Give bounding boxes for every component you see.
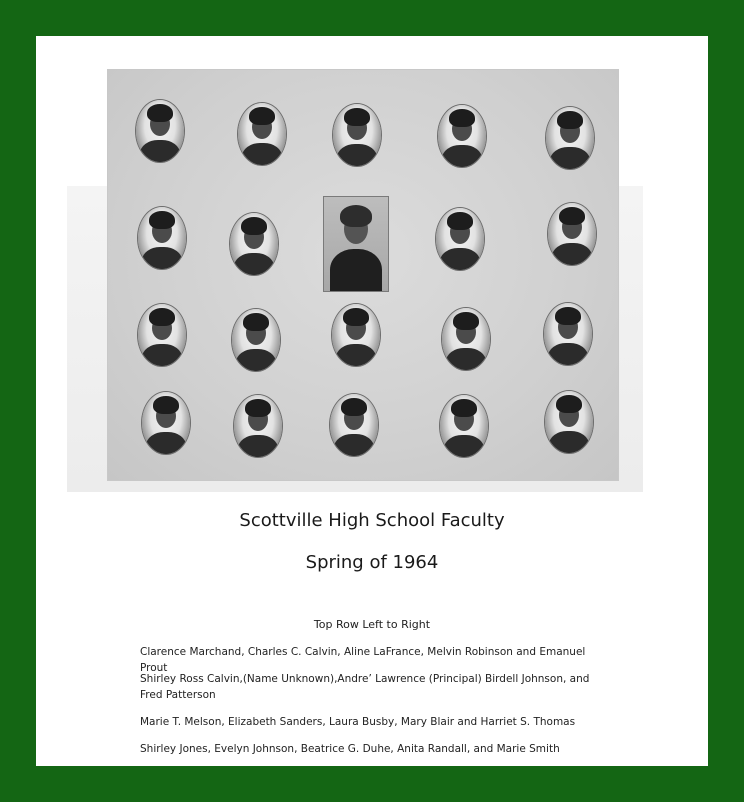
portrait: [330, 394, 378, 456]
portrait: [234, 395, 282, 457]
caption-heading: Top Row Left to Right: [313, 618, 431, 631]
portrait: [232, 309, 280, 371]
portrait: [230, 213, 278, 275]
portrait: [436, 208, 484, 270]
portrait: [545, 391, 593, 453]
portrait: [544, 303, 592, 365]
portrait: [438, 105, 486, 167]
portrait: [546, 107, 594, 169]
portrait: [548, 203, 596, 265]
names-row-4: Shirley Jones, Evelyn Johnson, Beatrice G. Duhe, Anita Randall, and Marie Smith: [140, 743, 560, 755]
portrait: [332, 304, 380, 366]
principal-portrait: [324, 197, 388, 291]
portrait: [440, 395, 488, 457]
portrait: [138, 207, 186, 269]
portrait: [138, 304, 186, 366]
portrait: [333, 104, 381, 166]
portrait: [142, 392, 190, 454]
document-subtitle: Spring of 1964: [305, 552, 439, 573]
document-page: [36, 36, 708, 766]
portrait: [442, 308, 490, 370]
names-row-1: Clarence Marchand, Charles C. Calvin, Aline LaFrance, Melvin Robinson and Emanuel Prout: [140, 646, 586, 674]
faculty-photo: [108, 70, 618, 480]
portrait: [136, 100, 184, 162]
names-row-2: Shirley Ross Calvin,(Name Unknown),Andre’ Lawrence (Principal) Birdell Johnson, and Fred Patterson: [140, 673, 590, 701]
document-title: Scottville High School Faculty: [239, 510, 505, 531]
names-row-3: Marie T. Melson, Elizabeth Sanders, Laura Busby, Mary Blair and Harriet S. Thomas: [140, 716, 576, 728]
portrait: [238, 103, 286, 165]
